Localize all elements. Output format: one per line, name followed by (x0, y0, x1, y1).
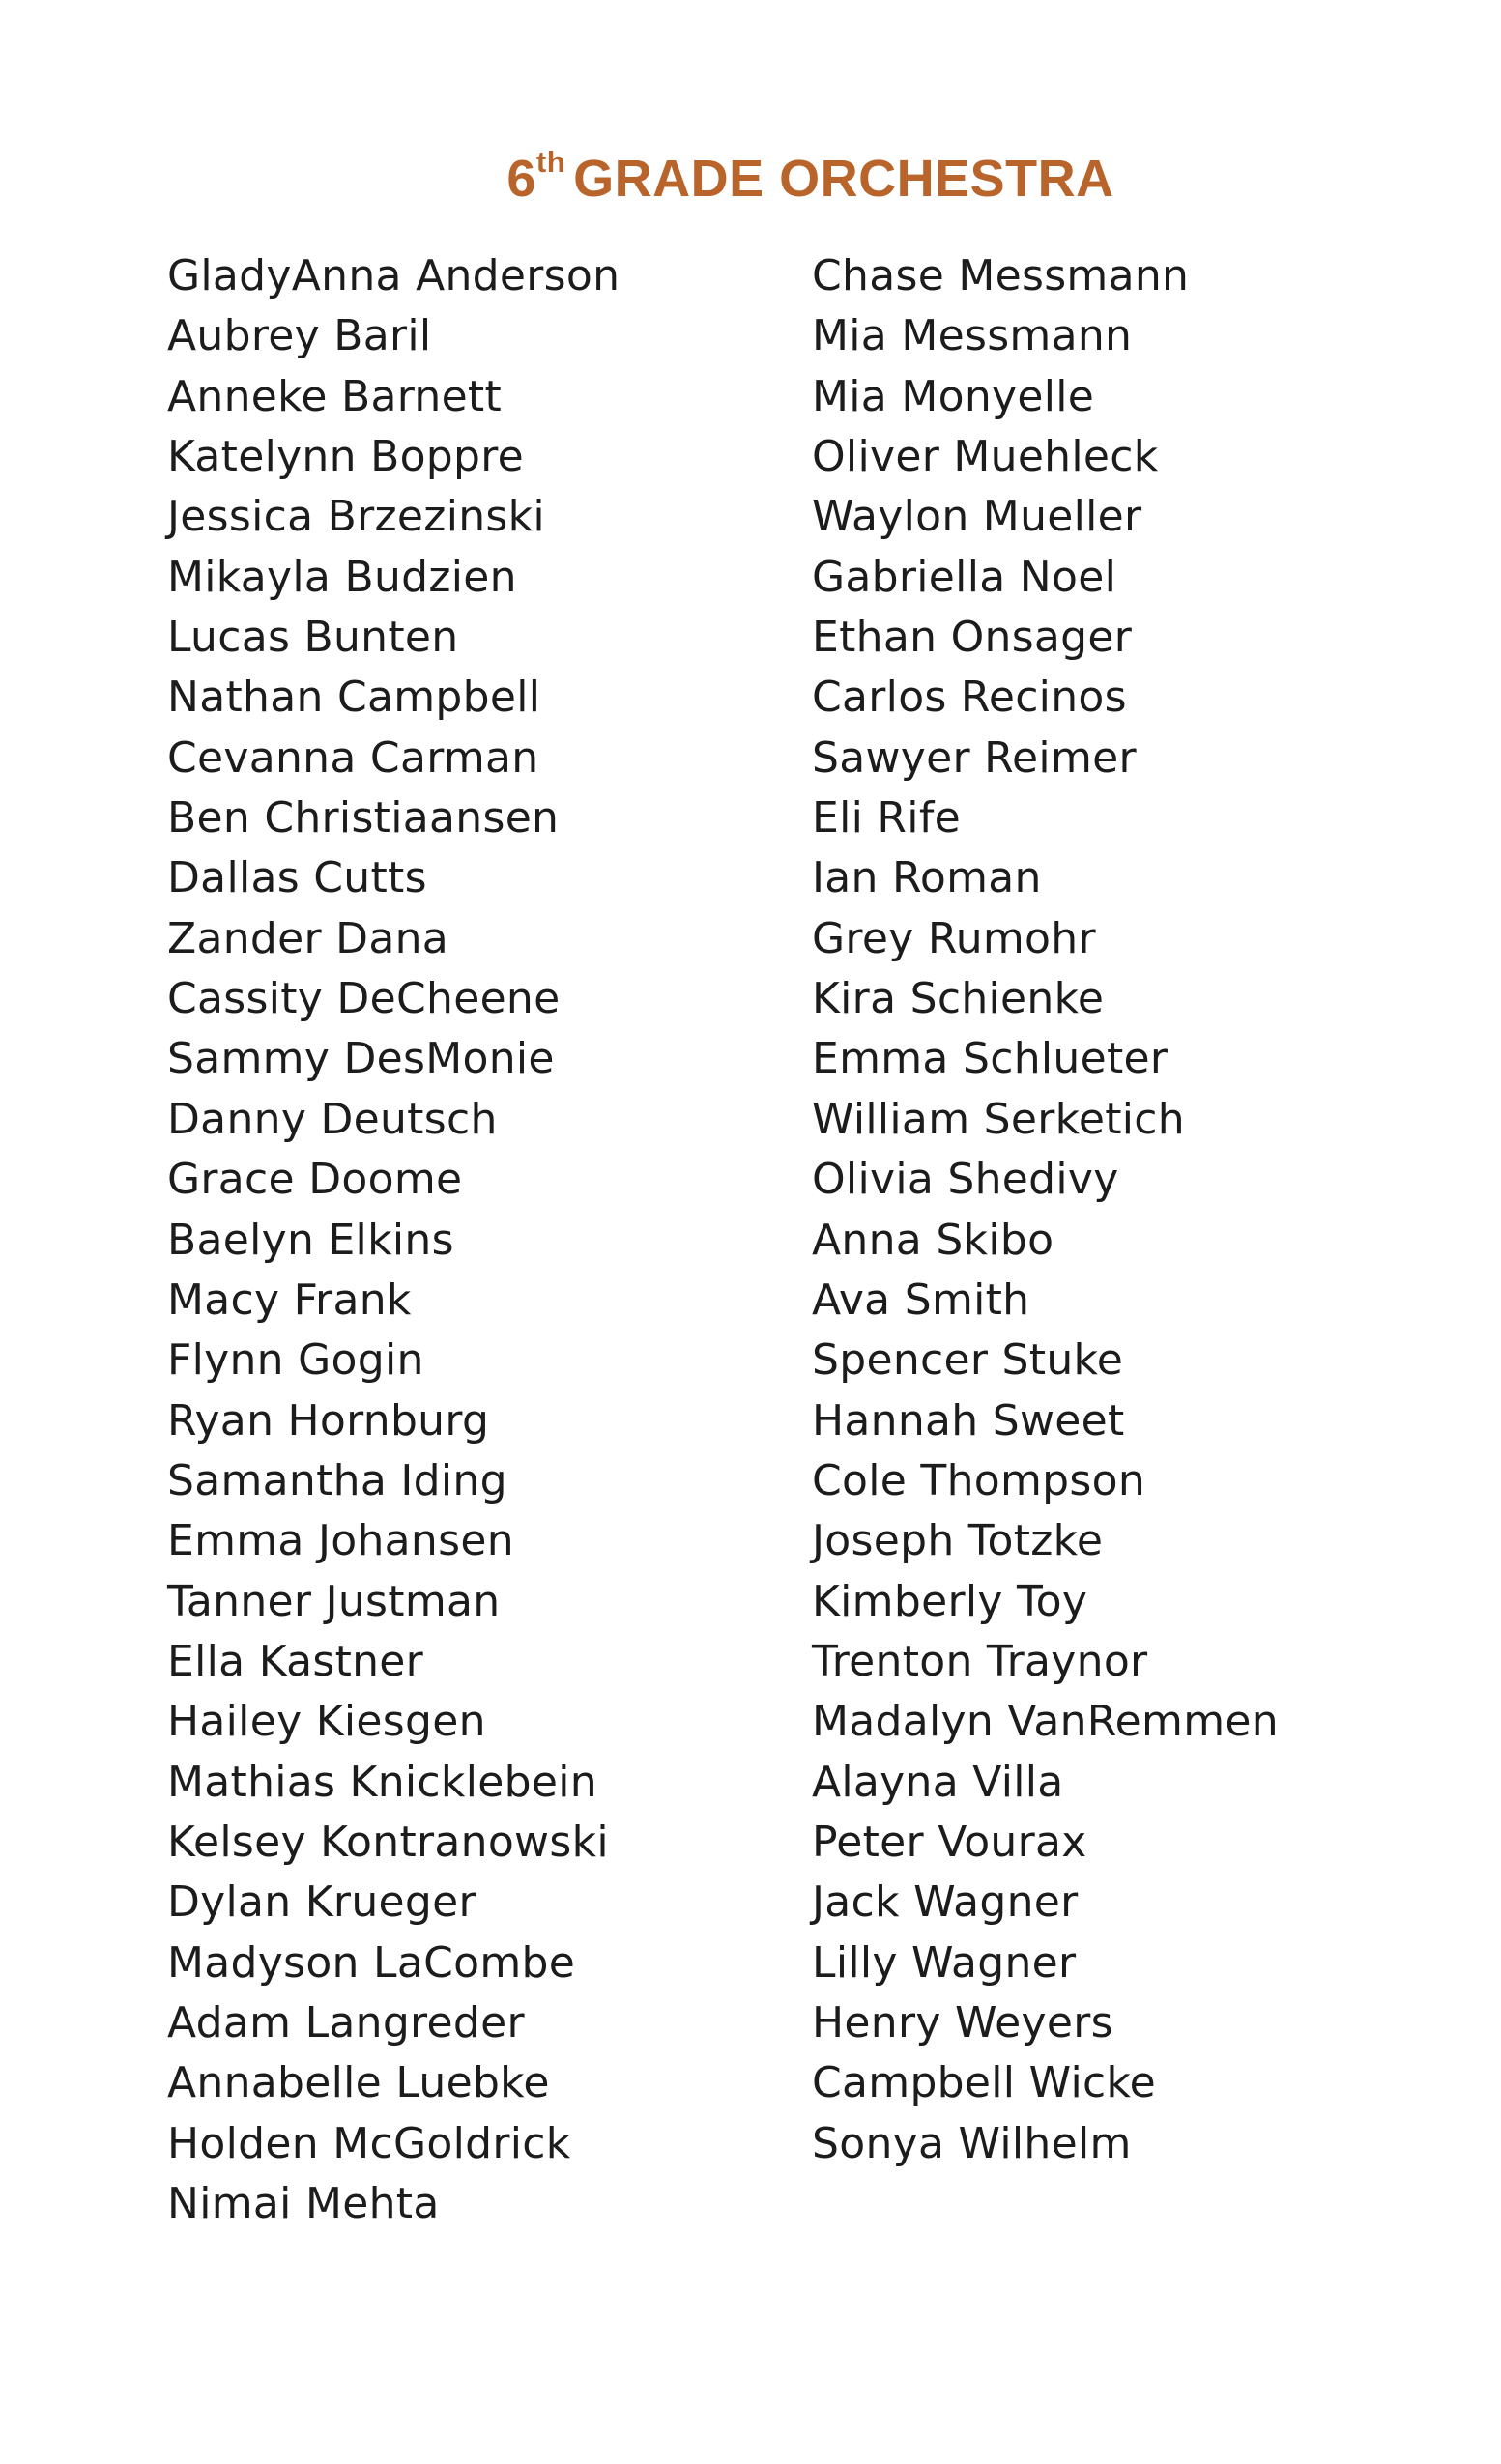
student-name: Adam Langreder (167, 1997, 525, 2048)
student-name: Waylon Mueller (812, 492, 1142, 542)
student-name: Ethan Onsager (812, 613, 1133, 663)
student-name: Emma Johansen (167, 1516, 514, 1566)
student-name: Olivia Shedivy (812, 1155, 1119, 1205)
student-name: Kimberly Toy (812, 1576, 1088, 1626)
student-name: Kira Schienke (812, 974, 1105, 1024)
student-name: Tanner Justman (167, 1576, 501, 1626)
student-name: Lilly Wagner (812, 1937, 1077, 1988)
student-name: Carlos Recinos (812, 673, 1127, 723)
student-name: Eli Rife (812, 793, 961, 844)
student-name: Sammy DesMonie (167, 1034, 555, 1084)
student-name: Dylan Krueger (167, 1877, 476, 1928)
student-name: Mikayla Budzien (167, 552, 517, 602)
student-name: William Serketich (812, 1094, 1185, 1144)
student-name: Mathias Knicklebein (167, 1757, 597, 1807)
title-grade-number: 6 (506, 150, 536, 208)
student-name: Joseph Totzke (812, 1516, 1104, 1566)
student-name: Anneke Barnett (167, 371, 503, 421)
student-name: Samantha Iding (167, 1455, 507, 1505)
student-name: Nimai Mehta (167, 2179, 440, 2228)
student-name: Grace Doome (167, 1155, 463, 1205)
student-name: Hailey Kiesgen (167, 1697, 486, 1747)
student-name: Annabelle Luebke (167, 2058, 550, 2108)
student-name: Mia Monyelle (812, 371, 1095, 421)
roster-right-column (812, 246, 1450, 2174)
student-name: Holden McGoldrick (167, 2118, 571, 2168)
student-name: Henry Weyers (812, 1997, 1113, 2048)
student-name: Alayna Villa (812, 1757, 1064, 1807)
student-name: Macy Frank (167, 1275, 412, 1325)
student-name: Anna Skibo (812, 1215, 1054, 1265)
student-name: Campbell Wicke (812, 2058, 1157, 2108)
page-title (0, 145, 1501, 213)
student-name: Kelsey Kontranowski (167, 1817, 609, 1867)
student-name: Madyson LaCombe (167, 1937, 576, 1988)
student-name: Emma Schlueter (812, 1034, 1169, 1084)
student-name: Madalyn VanRemmen (812, 1697, 1279, 1747)
student-name: Baelyn Elkins (167, 1215, 454, 1265)
student-name: Flynn Gogin (167, 1335, 424, 1386)
student-name: Cassity DeCheene (167, 974, 561, 1024)
student-name: Lucas Bunten (167, 613, 459, 663)
student-name: Zander Dana (167, 913, 449, 963)
student-name: Jessica Brzezinski (167, 492, 545, 542)
student-name: Nathan Campbell (167, 673, 541, 723)
student-name: Oliver Muehleck (812, 432, 1159, 482)
student-name: Ian Roman (812, 853, 1042, 903)
student-name: Katelynn Boppre (167, 432, 525, 482)
student-name: Ella Kastner (167, 1636, 424, 1686)
title-text: GRADE ORCHESTRA (573, 150, 1114, 208)
student-name: Gabriella Noel (812, 552, 1117, 602)
student-name: Mia Messmann (812, 311, 1133, 361)
student-name: Sawyer Reimer (812, 732, 1137, 783)
student-name: Cole Thompson (812, 1455, 1146, 1505)
student-name: Sonya Wilhelm (812, 2118, 1132, 2168)
student-name: Spencer Stuke (812, 1335, 1124, 1386)
title-ordinal-suffix: th (535, 145, 566, 179)
student-name: Peter Vourax (812, 1817, 1087, 1867)
student-name: Cevanna Carman (167, 732, 539, 783)
student-name: Chase Messmann (812, 251, 1190, 301)
student-name: Grey Rumohr (812, 913, 1096, 963)
student-name: Jack Wagner (812, 1877, 1079, 1928)
student-name: Danny Deutsch (167, 1094, 498, 1144)
student-name: Ava Smith (812, 1275, 1030, 1325)
student-name: Aubrey Baril (167, 311, 432, 361)
student-name: Dallas Cutts (167, 853, 427, 903)
student-name: Trenton Traynor (812, 1636, 1148, 1686)
student-name: Ryan Hornburg (167, 1395, 490, 1446)
student-name: Hannah Sweet (812, 1395, 1125, 1446)
student-name: Ben Christiaansen (167, 793, 560, 844)
student-name: GladyAnna Anderson (167, 251, 621, 301)
roster-left-column (167, 246, 766, 2234)
